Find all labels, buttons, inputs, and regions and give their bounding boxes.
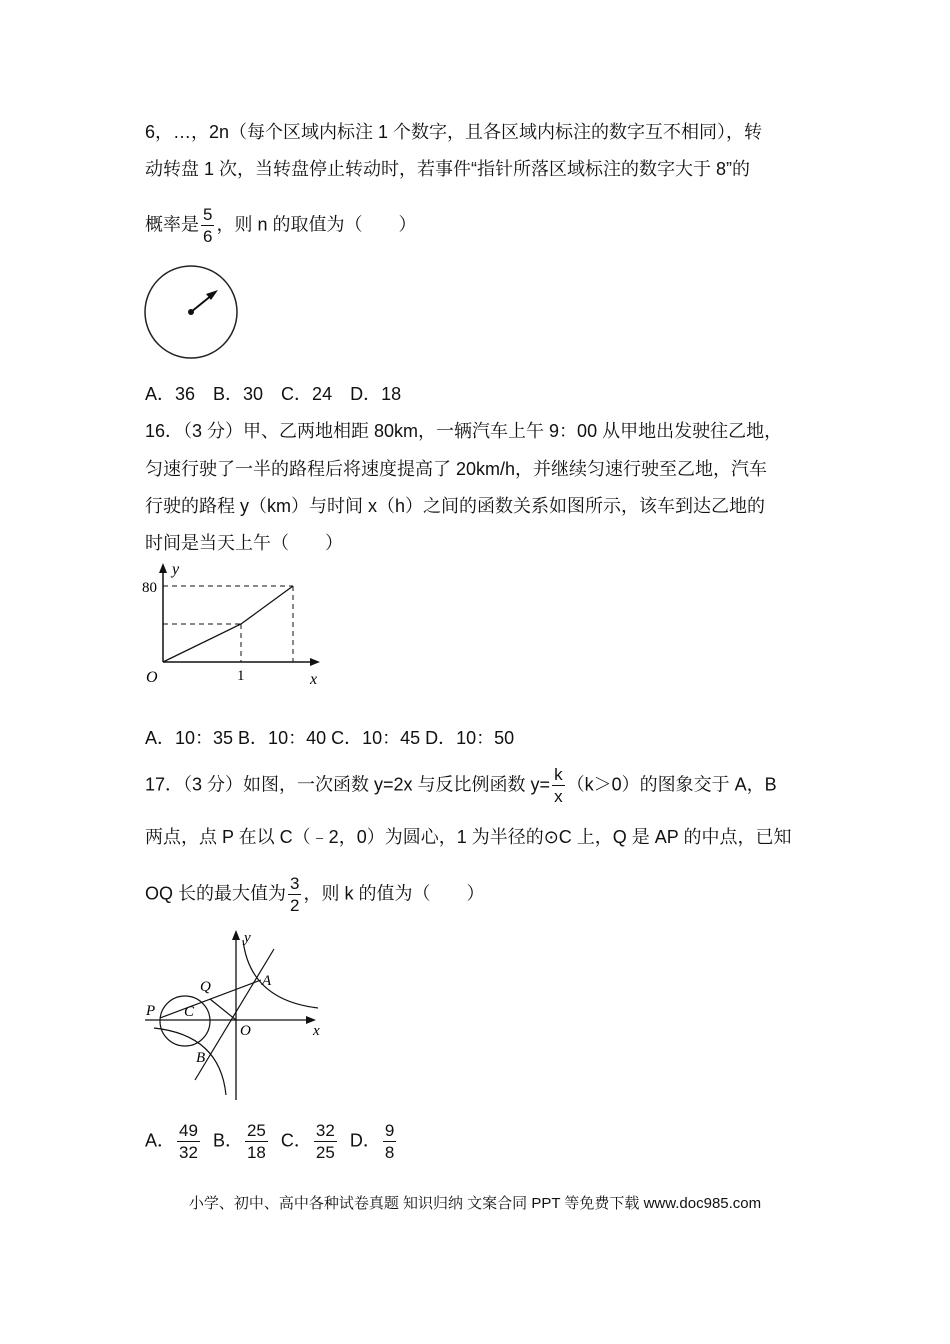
hyperbola-branch-lower	[154, 1028, 226, 1095]
q17-frac2-num: 3	[290, 874, 300, 893]
point-c-label: C	[184, 1004, 195, 1020]
q15-frac-den: 6	[203, 227, 213, 246]
q15-probability-fraction	[201, 206, 214, 245]
choice-b-den: 18	[246, 1143, 266, 1162]
q15-line-2: 动转盘 1 次，当转盘停止转动时，若事件“指针所落区域标注的数字大于 8”的	[145, 159, 751, 179]
choice-a-den: 32	[179, 1143, 198, 1162]
point-q-label: Q	[200, 979, 211, 995]
q17-graph	[140, 925, 340, 1105]
choice-d-den: 8	[384, 1143, 395, 1162]
choice-a-fraction	[177, 1122, 200, 1161]
choice-b	[213, 1122, 270, 1161]
q16-graph	[140, 560, 330, 690]
choice-a-num: 49	[179, 1121, 198, 1140]
choice-c-fraction	[314, 1122, 337, 1161]
q15-line-3-pre: 概率是	[145, 214, 199, 235]
q15-line-1: 6，…，2n（每个区域内标注 1 个数字，且各区域内标注的数字互不相同），转	[145, 122, 763, 142]
q15-choices: A．36 B．30 C．24 D．18	[145, 384, 402, 404]
q17-line-1	[145, 766, 777, 805]
page-footer: 小学、初中、高中各种试卷真题 知识归纳 文案合同 PPT 等免费下载 www.doc985.com	[188, 1195, 762, 1212]
q17-line-1-post: （k＞0）的图象交于 A，B	[566, 774, 777, 795]
point-b-label: B	[196, 1050, 206, 1066]
x-axis-label: x	[310, 671, 318, 688]
linear-function-line	[195, 949, 274, 1080]
q17-k-over-x	[552, 766, 565, 805]
choice-c	[281, 1122, 339, 1161]
point-p-label: P	[146, 1003, 156, 1019]
choice-d-label: D．	[349, 1130, 381, 1151]
q17-max-fraction	[288, 875, 301, 914]
q16-line-4: 时间是当天上午（ ）	[145, 533, 343, 553]
origin-label: O	[240, 1023, 251, 1039]
choice-b-label: B．	[212, 1130, 243, 1151]
spinner-pointer	[191, 295, 212, 312]
choice-c-num: 32	[315, 1121, 335, 1140]
x-axis-arrow	[310, 658, 320, 666]
choice-b-num: 25	[246, 1121, 266, 1140]
q16-choices: A．10：35 B．10：40 C．10：45 D．10：50	[145, 728, 515, 748]
hyperbola-branch-upper	[243, 940, 318, 1008]
x-tick-1: 1	[237, 668, 245, 684]
q15-line-3	[145, 206, 416, 245]
choice-c-den: 25	[315, 1143, 335, 1162]
segment-oq	[210, 999, 236, 1020]
x-axis-label: x	[313, 1023, 320, 1039]
spinner-center-dot	[188, 309, 194, 315]
choice-d-fraction	[383, 1122, 396, 1161]
q17-frac-den: x	[554, 787, 563, 806]
q15-frac-num: 5	[203, 205, 213, 224]
q17-choices	[145, 1122, 404, 1161]
q15-line-3-post: ，则 n 的取值为（ ）	[216, 214, 417, 235]
q17-line-2: 两点，点 P 在以 C（﹣2，0）为圆心，1 为半径的⊙C 上，Q 是 AP 的中点，已知	[145, 827, 792, 847]
choice-d-num: 9	[384, 1121, 395, 1140]
q17-frac2-den: 2	[290, 896, 300, 915]
y-tick-80: 80	[142, 580, 157, 596]
choice-d	[350, 1122, 398, 1161]
q17-line-3	[145, 875, 485, 914]
y-axis-label: y	[244, 930, 251, 946]
q16-line-1: 16．（3 分）甲、乙两地相距 80km，一辆汽车上午 9：00 从甲地出发驶往乙地，	[145, 421, 783, 441]
choice-a	[145, 1122, 202, 1161]
y-axis-arrow	[232, 930, 240, 940]
y-axis-arrow	[159, 563, 167, 573]
y-axis-label: y	[172, 561, 180, 578]
choice-c-label: C．	[280, 1130, 312, 1151]
q16-line-2: 匀速行驶了一半的路程后将速度提高了 20km/h，并继续匀速行驶至乙地，汽车	[145, 459, 768, 479]
q15-spinner-figure	[140, 262, 242, 362]
q17-frac-num: k	[554, 765, 563, 784]
point-a-label: A	[262, 973, 272, 989]
q17-line-1-pre: 17．（3 分）如图，一次函数 y=2x 与反比例函数 y=	[145, 774, 551, 795]
q17-line-3-pre: OQ 长的最大值为	[145, 883, 287, 904]
choice-a-label: A．	[145, 1130, 176, 1151]
choice-b-fraction	[245, 1122, 268, 1161]
origin-label: O	[146, 669, 158, 686]
q17-line-3-post: ，则 k 的值为（ ）	[303, 883, 485, 904]
q16-line-3: 行驶的路程 y（km）与时间 x（h）之间的函数关系如图所示，该车到达乙地的	[145, 496, 766, 516]
